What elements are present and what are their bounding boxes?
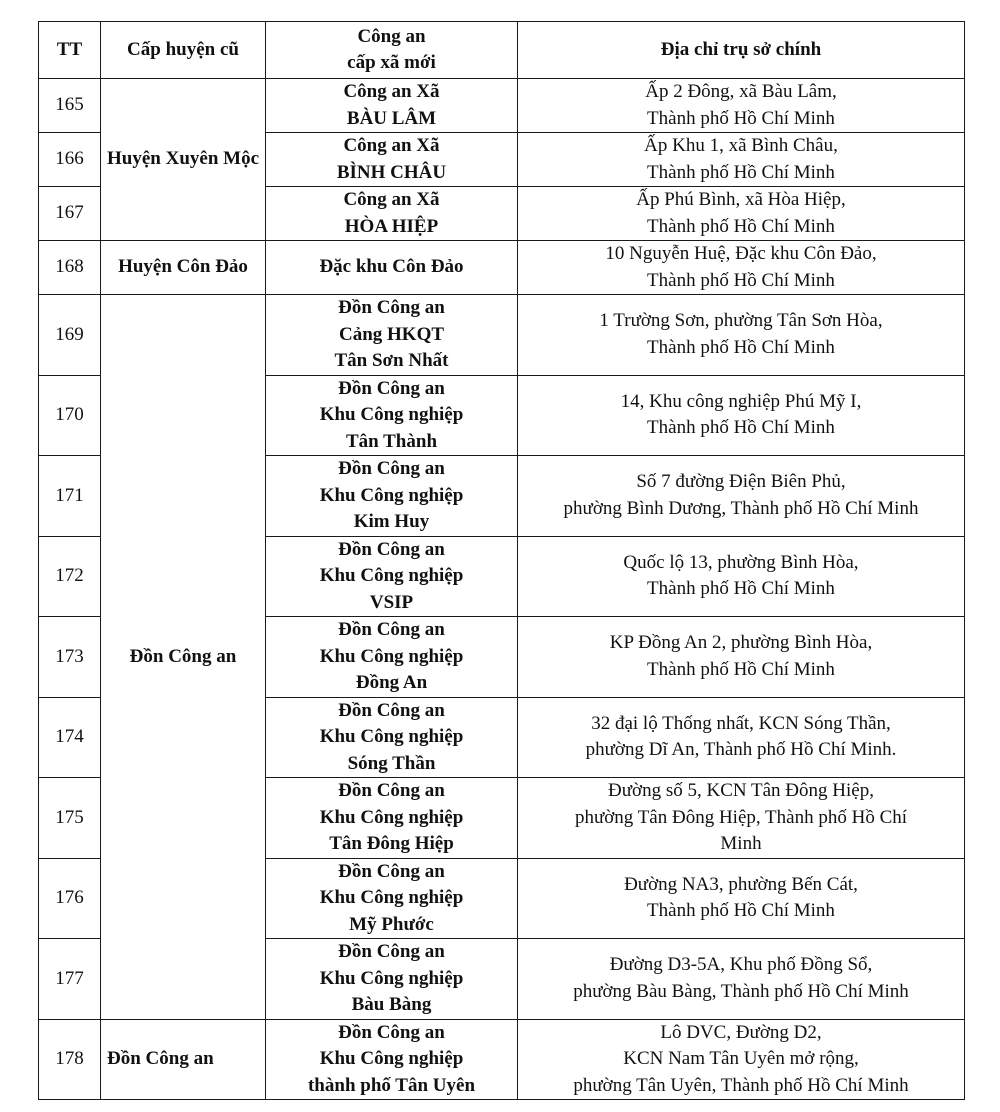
header-district: Cấp huyện cũ [101,22,266,79]
cell-address [518,295,965,376]
cell-unit [266,241,518,295]
unit-line: Đồn Công an [338,458,445,479]
address-line: phường Bàu Bàng, Thành phố Hồ Chí Minh [573,980,909,1002]
cell-unit [266,617,518,698]
address-line: Ấp Khu 1, xã Bình Châu, [644,135,838,156]
cell-address [518,375,965,456]
address-line: Thành phố Hồ Chí Minh [647,215,835,237]
cell-tt: 173 [39,617,101,698]
cell-tt: 175 [39,778,101,859]
unit-line: Đồn Công an [338,297,445,318]
cell-unit [266,187,518,241]
address-line: 10 Nguyễn Huệ, Đặc khu Côn Đảo, [605,243,877,264]
cell-tt: 177 [39,939,101,1020]
cell-address [518,241,965,295]
unit-line: Khu Công nghiệp [319,967,464,989]
unit-line: HÒA HIỆP [344,215,439,237]
cell-address [518,858,965,939]
cell-unit [266,939,518,1020]
address-line: Ấp 2 Đông, xã Bàu Lâm, [645,81,837,102]
cell-unit [266,79,518,133]
cell-unit [266,295,518,376]
cell-tt: 176 [39,858,101,939]
address-line: Đường số 5, KCN Tân Đông Hiệp, [608,780,874,801]
cell-district: Đồn Công an [101,1019,266,1100]
unit-line: Khu Công nghiệp [319,726,464,747]
cell-tt: 167 [39,187,101,241]
cell-tt: 170 [39,375,101,456]
cell-address [518,939,965,1020]
unit-line: Mỹ Phước [349,913,434,935]
unit-line: Bàu Bàng [351,994,432,1015]
header-unit [266,22,518,79]
unit-line: BÀU LÂM [346,107,437,129]
unit-line: Tân Thành [345,430,438,452]
table-row [39,1019,965,1100]
address-line: Thành phố Hồ Chí Minh [647,161,835,183]
unit-line: VSIP [369,591,414,613]
address-line: Thành phố Hồ Chí Minh [647,900,835,922]
cell-unit [266,778,518,859]
unit-line: Đồn Công an [338,619,445,640]
unit-line: Sóng Thần [347,752,436,774]
unit-line: Khu Công nghiệp [319,484,464,506]
cell-unit [266,697,518,778]
cell-address [518,133,965,187]
unit-line: Đồng An [355,672,428,693]
address-line: phường Bình Dương, Thành phố Hồ Chí Minh [563,497,919,519]
header-row [39,22,965,79]
table-body [39,79,965,1100]
cell-unit [266,133,518,187]
unit-line: thành phố Tân Uyên [307,1074,476,1096]
address-line: 14, Khu công nghiệp Phú Mỹ I, [620,390,862,412]
unit-line: Khu Công nghiệp [319,887,464,908]
cell-address [518,187,965,241]
unit-line: Công an Xã [343,135,440,156]
unit-line: Đồn Công an [338,538,445,560]
table-row [39,295,965,376]
unit-line: Đồn Công an [338,377,445,399]
header-tt: TT [39,22,101,79]
cell-tt: 165 [39,79,101,133]
cell-address [518,536,965,617]
cell-tt: 178 [39,1019,101,1100]
unit-line: Đồn Công an [338,780,445,801]
cell-address [518,617,965,698]
unit-line: Công an Xã [343,81,440,102]
unit-line: Công an Xã [343,189,440,210]
unit-line: Đồn Công an [338,860,445,882]
cell-address [518,1019,965,1100]
cell-tt: 172 [39,536,101,617]
address-line: Thành phố Hồ Chí Minh [647,336,835,358]
unit-line: Khu Công nghiệp [319,404,464,425]
address-line: 1 Trường Sơn, phường Tân Sơn Hòa, [599,310,883,332]
address-line: phường Dĩ An, Thành phố Hồ Chí Minh. [585,739,897,761]
address-line: Thành phố Hồ Chí Minh [647,107,835,129]
address-line: Đường NA3, phường Bến Cát, [624,873,858,895]
unit-line: Đặc khu Côn Đảo [319,256,464,278]
unit-line: Khu Công nghiệp [319,1048,464,1069]
cell-unit [266,456,518,537]
cell-unit [266,1019,518,1100]
address-line: Đường D3-5A, Khu phố Đồng Sổ, [609,954,873,976]
address-line: Minh [720,833,762,854]
unit-line: Cảng HKQT [338,323,445,345]
unit-line: Tân Đông Hiệp [329,833,454,854]
address-line: Thành phố Hồ Chí Minh [647,658,835,680]
header-unit-line: cấp xã mới [347,52,436,73]
unit-line: Đồn Công an [338,1021,445,1043]
cell-tt: 174 [39,697,101,778]
address-line: KP Đồng An 2, phường Bình Hòa, [609,632,873,654]
unit-line: Khu Công nghiệp [319,645,464,667]
cell-tt: 168 [39,241,101,295]
address-line: phường Tân Đông Hiệp, Thành phố Hồ Chí [574,806,908,828]
cell-address [518,79,965,133]
cell-tt: 171 [39,456,101,537]
address-line: phường Tân Uyên, Thành phố Hồ Chí Minh [573,1074,909,1096]
address-line: Thành phố Hồ Chí Minh [647,578,835,600]
cell-tt: 166 [39,133,101,187]
address-line: KCN Nam Tân Uyên mở rộng, [623,1048,859,1069]
address-line: Thành phố Hồ Chí Minh [647,417,835,439]
cell-unit [266,858,518,939]
cell-district: Huyện Côn Đảo [101,241,266,295]
police-unit-table [38,21,965,1100]
cell-district: Huyện Xuyên Mộc [101,79,266,241]
unit-line: BÌNH CHÂU [336,161,447,183]
unit-line: Khu Công nghiệp [319,565,464,586]
address-line: Quốc lộ 13, phường Bình Hòa, [623,551,859,573]
cell-address [518,778,965,859]
cell-district: Đồn Công an [101,295,266,1020]
cell-unit [266,536,518,617]
header-address: Địa chỉ trụ sở chính [518,22,965,79]
unit-line: Khu Công nghiệp [319,806,464,828]
address-line: Thành phố Hồ Chí Minh [647,269,835,291]
cell-address [518,697,965,778]
table-row [39,241,965,295]
unit-line: Đồn Công an [338,941,445,962]
address-line: 32 đại lộ Thống nhất, KCN Sóng Thần, [591,712,891,734]
address-line: Lô DVC, Đường D2, [660,1021,822,1043]
unit-line: Tân Sơn Nhất [334,350,449,371]
cell-address [518,456,965,537]
address-line: Ấp Phú Bình, xã Hòa Hiệp, [636,189,846,210]
cell-tt: 169 [39,295,101,376]
unit-line: Đồn Công an [338,699,445,721]
cell-unit [266,375,518,456]
unit-line: Kim Huy [353,511,430,532]
address-line: Số 7 đường Điện Biên Phủ, [636,471,846,493]
header-unit-line: Công an [357,25,426,47]
table-row [39,79,965,133]
